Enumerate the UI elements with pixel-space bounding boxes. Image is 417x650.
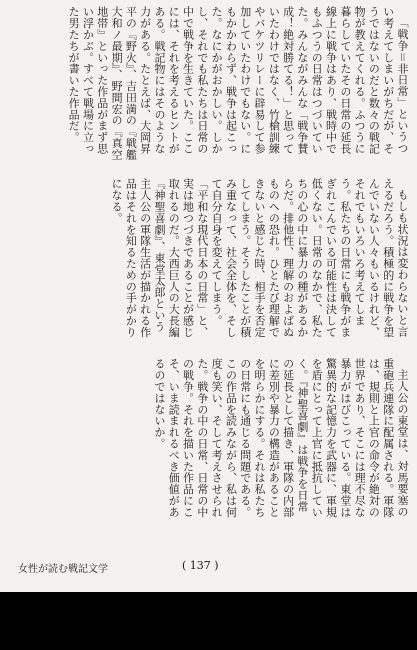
text-block-bottom [19, 358, 409, 523]
running-footer-title: 女性が読む戦記文学 [18, 564, 108, 575]
paragraph: 「戦争＝非日常」というつい考えてしまいがちだが、そうではないのだと数々の戦記物が教えてくれる。ふつうに暮らしていたその日常の延長線上に戦争はあり、戦時中でもふつうの日常はつづいていた。みんながみんな「戦争賛成！絶対勝てる！」と思っていたわけではなく、竹槍訓練やバケツリレーに辟易して参加していたわけでもない。にもかかわらず、戦争は起こった。なにかがおかしい。しかし、それでも私たちは日常の中で戦争を生きていた。ここには、それを考えるヒントがある。戦記物にはそのような力がある。たとえば、大岡昇平の『野火』、吉田満の『戦艦大和ノ最期』、野間宏の『真空地帯』といった作品がまず思い浮かぶ。すべて戦場に立った男たちが書いた作品だ。 [67, 6, 409, 161]
text-block-middle [19, 178, 409, 343]
paragraph: もしも状況は変わらないと言えるだろう。積極的に戦争を望んでいない人々もいるけれど、それでもいろいろ考えてしまう。私たちの日常にも戦争がまぎれこんでいる可能性は決して低くない。日常のなかで、私たちの心の中に暴力の種があるからだ。排他性、理解のおよばぬものへの恐れ。ひとたび理解できないと感じた時、相手を否定してしまう。そうしたことが積み重なって、社会全体を、そして自分自身を変えてしまう。「平和な現代日本の日常」と、実は地つづきであることが感じ取れるのだ。大西巨人の大長編『神聖喜劇』、東堂太郎という主人公の軍隊生活が描かれる作品はそれを知るための手がかりになる。 [110, 178, 409, 338]
paragraph: 主人公の東堂は、対馬要塞の重砲兵連隊に配属される。軍隊は、規則と上官の命令が絶対の世界であり、そこには理不尽な暴力がはびこっている。東堂は驚異的な記憶力を武器に、軍規を盾にとって上官に抵抗していく。『神聖喜劇』は戦争を日常の延長として描き、軍隊の内部に差別や暴力の構造があることを明らかにする。それは私たちの日常にも通じる問題である。この作品を読みながら、私は何度も笑い、そして考えさせられた。戦争の中の日常、日常の中の戦争。それを描いた作品にこそ、いま読まれるべき価値があるのではないか。 [152, 358, 409, 518]
text-block-top [19, 6, 409, 162]
page-number: ( 137 ) [182, 559, 219, 572]
